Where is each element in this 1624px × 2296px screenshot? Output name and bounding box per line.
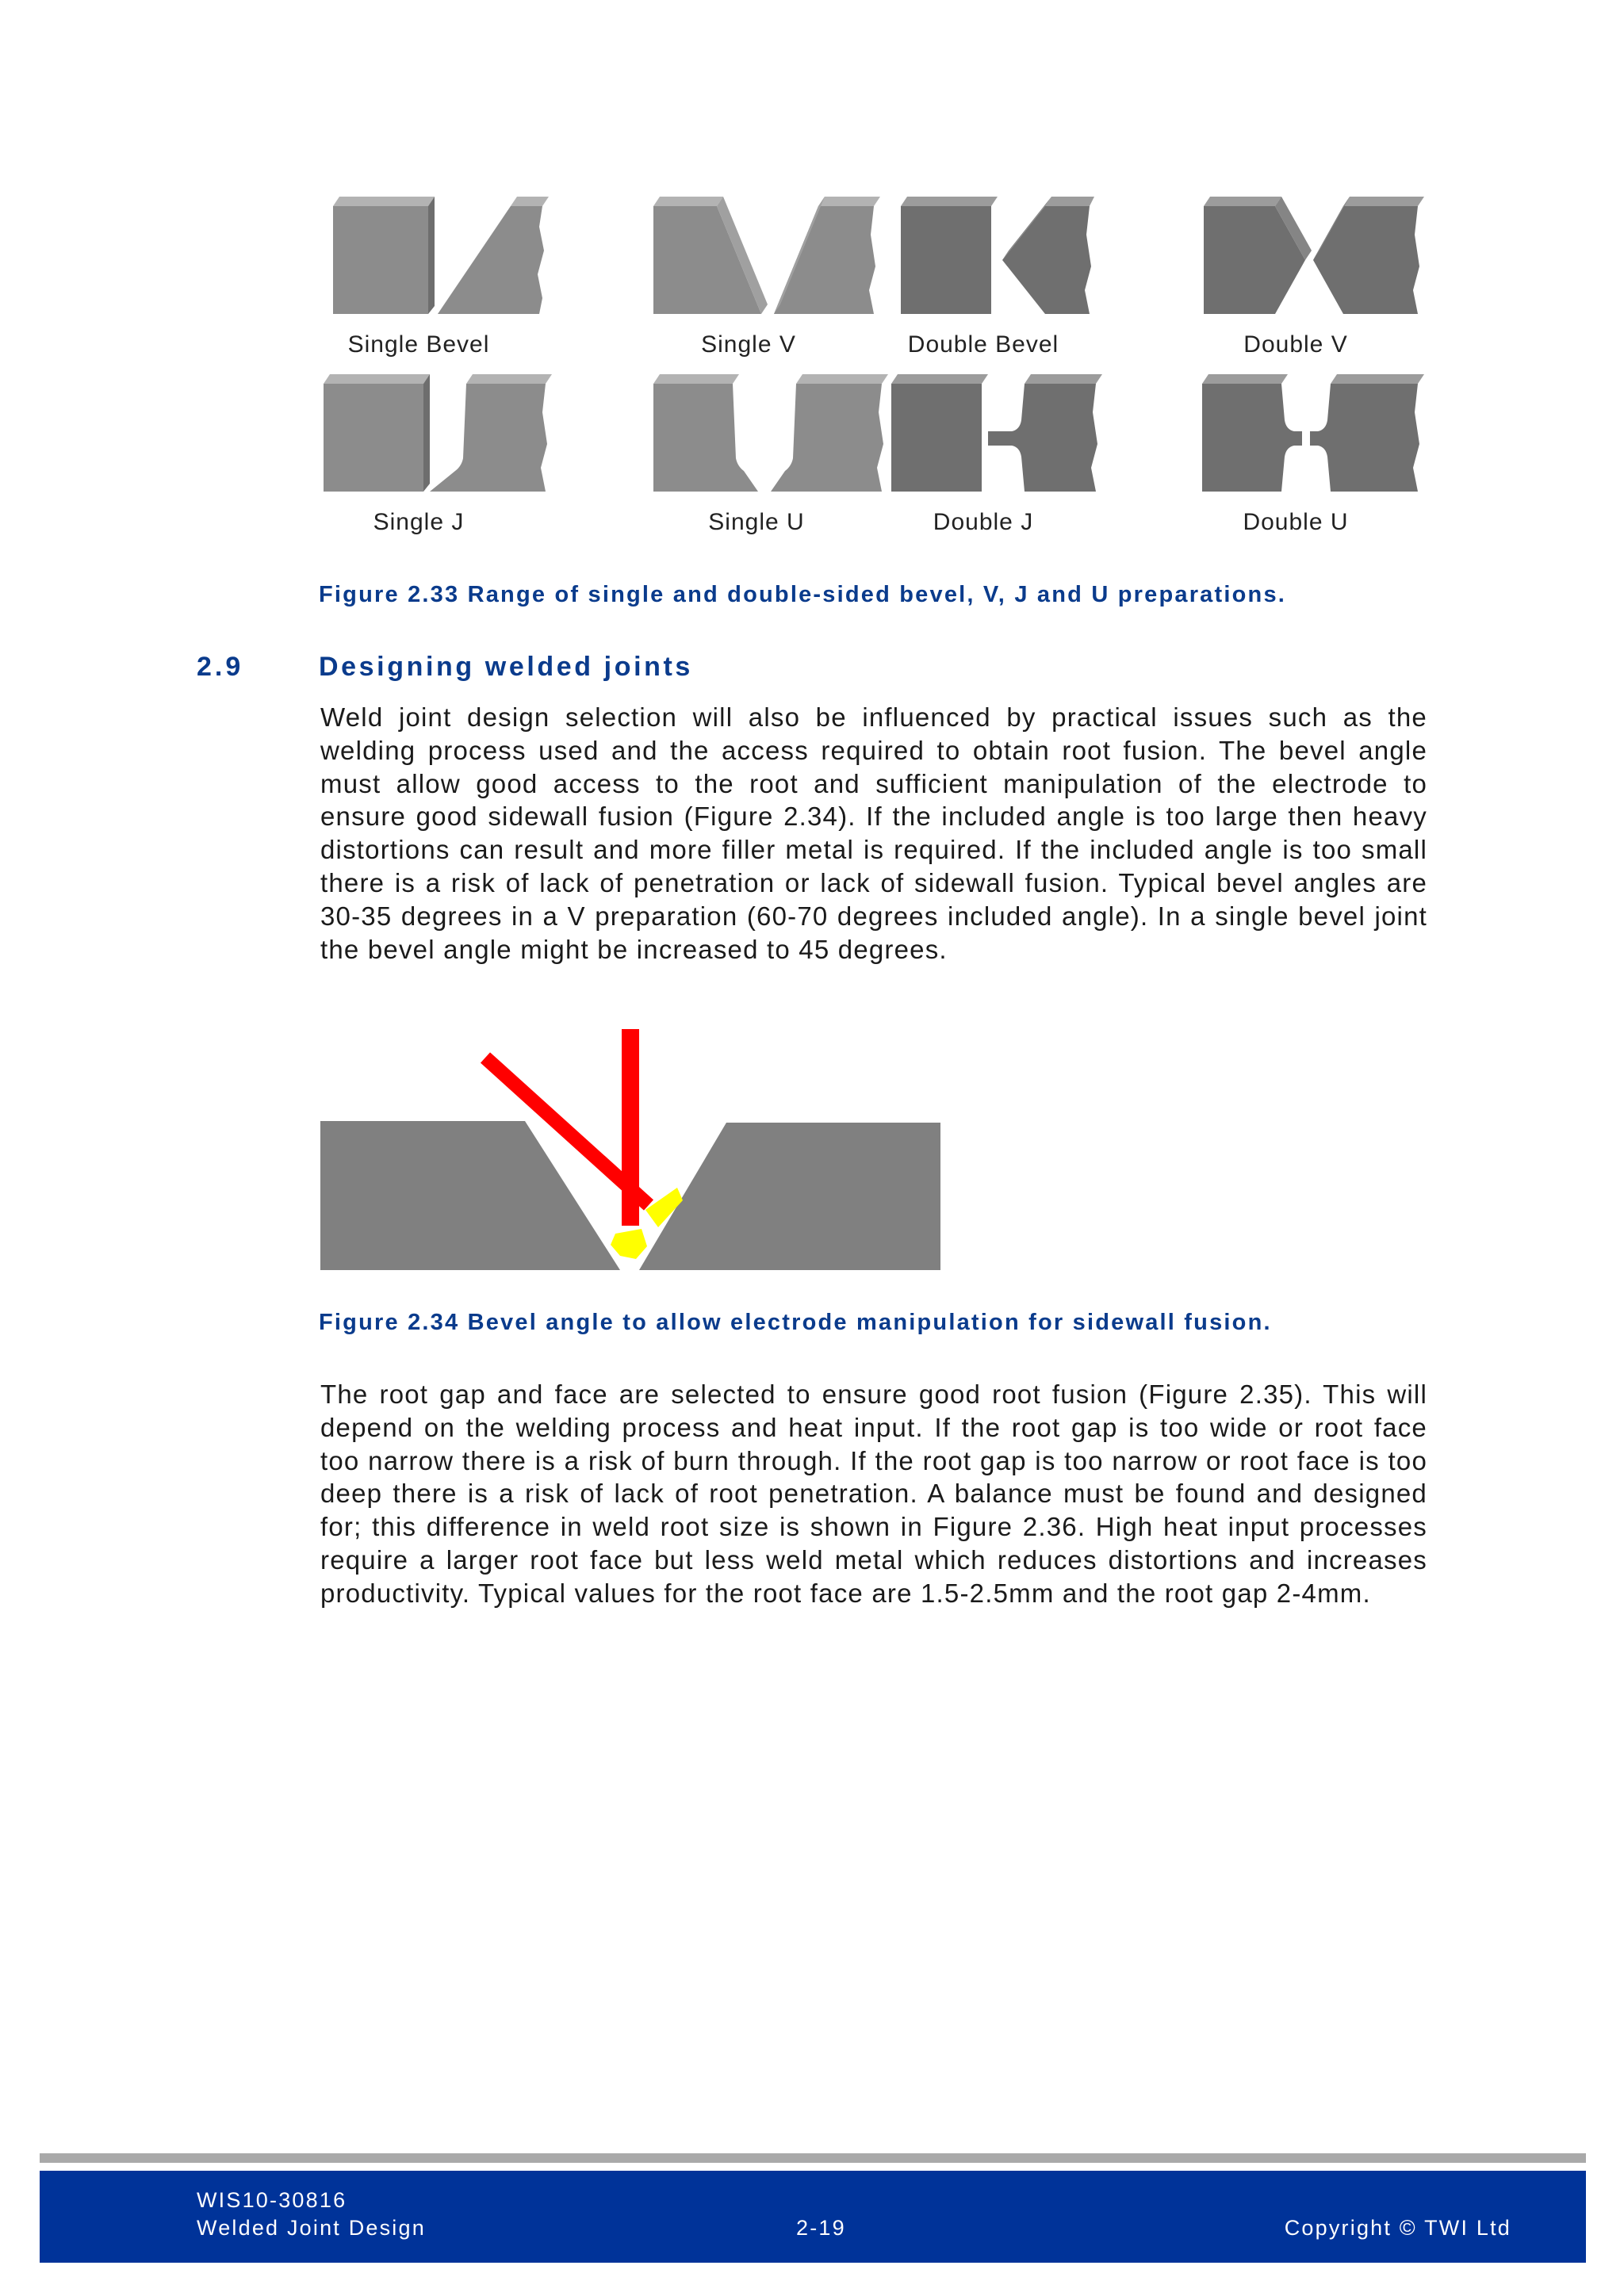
single-j-diagram [320, 373, 552, 495]
footer-rule [40, 2153, 1586, 2163]
label-double-bevel: Double Bevel [907, 331, 1059, 358]
label-single-j: Single J [373, 509, 465, 535]
section-number: 2.9 [197, 652, 244, 682]
single-bevel-diagram [327, 195, 549, 317]
figure-2-34-caption: Figure 2.34 Bevel angle to allow electrode manipulation for sidewall fusion. [319, 1310, 1272, 1335]
footer-doc-code: WIS10-30816 [197, 2188, 347, 2212]
label-double-j: Double J [933, 509, 1034, 535]
paragraph-weld-joint-design: Weld joint design selection will also be influenced by practical issues such as the welding process used and the access required to obtain root fusion. The bevel angle must allow good access to the root and sufficient manipulation of the electrode to ensure good sidewall fusion (Figure 2.34). If the included angle is too large then heavy distortions can result and more filler metal is required. If the included angle is too small there is a risk of lack of penetration or lack of sidewall fusion. Typical bevel angles are 30-35 degrees in a V preparation (60-70 degrees included angle). In a single bevel joint the bevel angle might be increased to 45 degrees. [320, 702, 1427, 964]
label-double-u: Double U [1243, 509, 1349, 535]
double-j-diagram [888, 373, 1102, 495]
paragraph-root-gap-face: The root gap and face are selected to ensure good root fusion (Figure 2.35). This will depend on the welding process and heat input. If the root gap is too wide or root face too narrow there is a risk of burn through. If the root gap is too narrow or root face is too deep there is a risk of lack of root penetration. A balance must be found and designed for; this difference in weld root size is shown in Figure 2.36. High heat input processes require a larger root face but less weld metal which reduces distortions and increases productivity. Typical values for the root face are 1.5-2.5mm and the root gap 2-4mm. [320, 1380, 1427, 1608]
root-weld-pool [611, 1229, 647, 1259]
footer-copyright: Copyright © TWI Ltd [1284, 2216, 1511, 2240]
label-double-v: Double V [1243, 331, 1348, 358]
page-footer [40, 2171, 1586, 2263]
double-bevel-diagram [896, 195, 1094, 317]
single-u-diagram [650, 373, 888, 495]
figure-2-33-caption: Figure 2.33 Range of single and double-sided bevel, V, J and U preparations. [319, 582, 1287, 607]
footer-page-number: 2-19 [796, 2216, 846, 2240]
section-title: Designing welded joints [319, 652, 693, 682]
label-single-bevel: Single Bevel [347, 331, 490, 358]
figure-2-34-diagram [320, 1023, 940, 1275]
footer-doc-title: Welded Joint Design [197, 2216, 426, 2240]
label-single-v: Single V [701, 331, 796, 358]
right-plate [639, 1123, 940, 1270]
double-v-diagram [1202, 195, 1424, 317]
double-u-diagram [1199, 373, 1424, 495]
label-single-u: Single U [708, 509, 805, 535]
single-v-diagram [650, 195, 880, 317]
